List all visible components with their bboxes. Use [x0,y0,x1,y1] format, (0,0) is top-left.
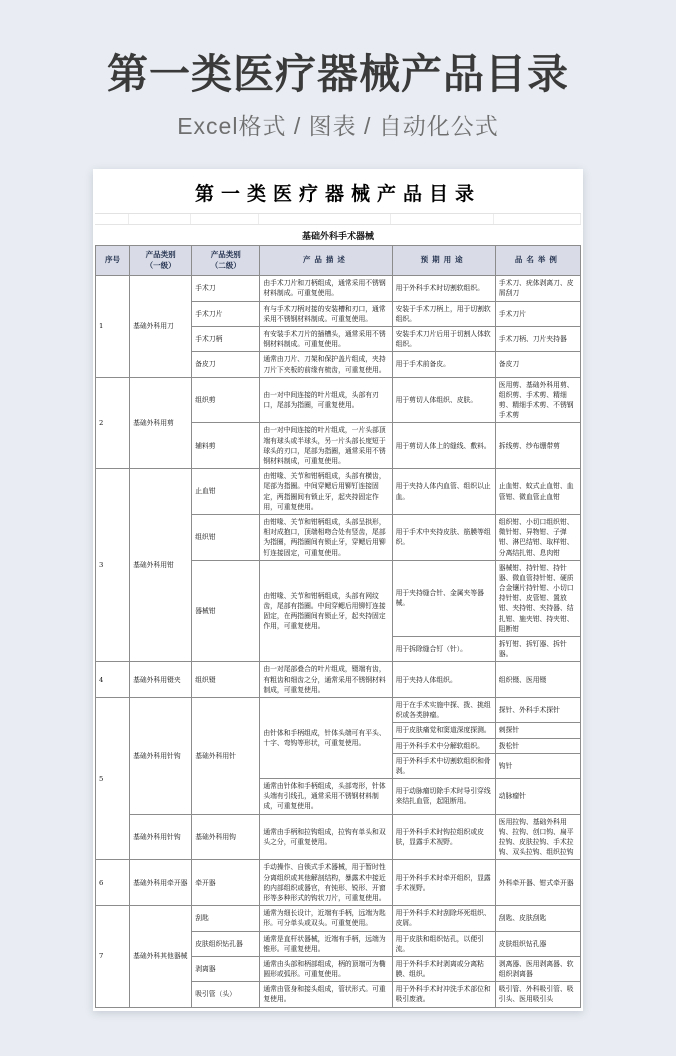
examples: 拆线剪、纱布绷带剪 [495,423,580,469]
product-desc: 由针体和手柄组成，针体头端可有平头、十字、弯钩等形状，可重复使用。 [260,697,392,778]
col-header-desc: 产品描述 [260,246,392,276]
category-1: 基础外科用刀 [130,276,192,378]
table-row [96,906,581,931]
page-subtitle: Excel格式 / 图表 / 自动化公式 [177,113,499,140]
examples: 刺探针 [495,723,580,738]
intended-use: 用于剪切人体组织、皮肤。 [392,377,495,423]
examples: 备皮刀 [495,352,580,377]
intended-use: 用于外科手术时冲洗手术部位和吸引废液。 [392,982,495,1007]
intended-use: 用于外科手术中切割软组织和骨剥。 [392,753,495,778]
product-desc: 通常由头部和柄部组成，柄的顶端可为椭圆形或弧形。可重复使用。 [260,956,392,981]
examples: 动脉瘤针 [495,779,580,815]
examples: 拆钉钳、拆钉器、拆针器。 [495,637,580,662]
catalog-table [95,245,581,1007]
row-no: 7 [96,906,130,1008]
intended-use: 用于外科手术时钩拉组织或皮肤，显露手术视野。 [392,814,495,860]
category-2: 刮匙 [192,906,260,931]
sheet-title: 第一类医疗器械产品目录 [95,171,581,214]
intended-use: 用于在手术实施中探、拨、挑组织或各类肿瘤。 [392,697,495,722]
table-row [96,662,581,698]
col-header-examples: 品名举例 [495,246,580,276]
intended-use: 用于外科手术时刮除坏死组织、皮屑。 [392,906,495,931]
examples: 刮匙、皮肤刮匙 [495,906,580,931]
category-2: 组织钳 [192,514,260,560]
table-row [96,377,581,423]
category-1: 基础外科用镊夹 [130,662,192,698]
col-header-use: 预期用途 [392,246,495,276]
product-desc: 通常由针体和手柄组成，头部弯形，针体头端有引线孔，通常采用不锈钢材料制成，可重复使用。 [260,779,392,815]
row-no: 3 [96,469,130,662]
category-1: 基础外科其他器械 [130,906,192,1008]
category-2: 吸引管（头） [192,982,260,1007]
product-desc: 通常由手柄和拉钩组成，拉钩有单头和双头之分，可重复使用。 [260,814,392,860]
category-2: 备皮刀 [192,352,260,377]
table-row [96,276,581,301]
category-1: 基础外科用钳 [130,469,192,662]
examples: 探针、外科手术探针 [495,697,580,722]
page-title: 第一类医疗器械产品目录 [107,51,569,97]
product-desc: 通常为细长设计，近端有手柄，远端为匙形。可分单头或双头。可重复使用。 [260,906,392,931]
examples: 吸引管、外科吸引管、吸引头、医用吸引头 [495,982,580,1007]
category-1: 基础外科用针钩 [130,697,192,814]
row-no: 5 [96,697,130,859]
product-desc: 通常由管身和接头组成，管状形式。可重复使用。 [260,982,392,1007]
intended-use: 用于皮肤和组织钻孔，以便引流。 [392,931,495,956]
row-no: 2 [96,377,130,469]
row-no: 6 [96,860,130,906]
category-2: 组织镊 [192,662,260,698]
row-no: 4 [96,662,130,698]
category-2: 手术刀柄 [192,326,260,351]
examples: 外科牵开器、钳式牵开器 [495,860,580,906]
category-2: 组织剪 [192,377,260,423]
category-2: 手术刀片 [192,301,260,326]
col-header-cat1: 产品类别 （一级） [130,246,192,276]
product-desc: 有与手术刀柄对接的安装槽和刃口，通常采用不锈钢材料制成。可重复使用。 [260,301,392,326]
intended-use: 用于外科手术时牵开组织，显露手术视野。 [392,860,495,906]
intended-use: 用于剪切人体上的缝线、敷料。 [392,423,495,469]
intended-use: 用于夹持缝合针、金属夹等器械。 [392,560,495,636]
product-desc: 由一对尾部叠合的叶片组成，镊端有齿，有粗齿和细齿之分，通常采用不锈钢材料制成，可重复使用。 [260,662,392,698]
product-desc: 通常由刀片、刀架和保护盖片组成，夹持刀片下夹板的前缘有梳齿，可重复使用。 [260,352,392,377]
intended-use: 用于外科手术时切割软组织。 [392,276,495,301]
table-row [96,469,581,515]
spreadsheet-card [93,169,583,1010]
intended-use: 用于手术前备皮。 [392,352,495,377]
col-header-cat2: 产品类别 （二级） [192,246,260,276]
intended-use: 用于外科手术中分解软组织。 [392,738,495,753]
intended-use: 安装手术刀片后用于切割人体软组织。 [392,326,495,351]
category-2: 基础外科用钩 [192,814,260,860]
intended-use: 安装于手术刀柄上，用于切割软组织。 [392,301,495,326]
intended-use: 用于动脉瘤切除手术时导引穿线来结扎血管，起阻断用。 [392,779,495,815]
product-desc: 通常是直杆状器械，近端有手柄，远端为锥形。可重复使用。 [260,931,392,956]
category-2: 剥离器 [192,956,260,981]
examples: 皮肤组织钻孔器 [495,931,580,956]
grid-spacer-row [95,214,581,225]
examples: 医用拉钩、基础外科用钩、拉钩、创口钩、扁平拉钩、皮肤拉钩、手术拉钩、双头拉钩、组织拉钩 [495,814,580,860]
col-header-no: 序号 [96,246,130,276]
product-desc: 由钳喙、关节和钳柄组成，头部有网纹齿，尾部有指圈。中间穿鳃后用铆钉连接固定，在两指圈间有锁止牙，起夹持固定作用，可重复使用。 [260,560,392,662]
examples: 手术刀柄、刀片夹持器 [495,326,580,351]
category-2: 止血钳 [192,469,260,515]
examples: 拨松针 [495,738,580,753]
product-desc: 由手术刀片和刀柄组成，通常采用不锈钢材料制成。可重复使用。 [260,276,392,301]
header-row [96,246,581,276]
examples: 医用剪、基础外科用剪、组织剪、手术剪、精细剪、精细手术剪、不锈钢手术剪 [495,377,580,423]
category-2: 皮肤组织钻孔器 [192,931,260,956]
category-2: 牵开器 [192,860,260,906]
category-1: 基础外科用针钩 [130,814,192,860]
product-desc: 由一对中间连接的叶片组成，头部有刃口，尾部为指圈，可重复使用。 [260,377,392,423]
intended-use: 用于拆除缝合钉（针）。 [392,637,495,662]
product-desc: 由一对中间连接的叶片组成，一片头部顶端有球头或半球头，另一片头部长度短于球头的刃口，尾部为指圈，通常采用不锈钢材料制成，可重复使用。 [260,423,392,469]
intended-use: 用于手术中夹持皮肤、筋膜等组织。 [392,514,495,560]
intended-use: 用于夹持人体内血管、组织以止血。 [392,469,495,515]
examples: 手术刀片 [495,301,580,326]
category-1: 基础外科用剪 [130,377,192,469]
examples: 剥离器、医用剥离器、软组织剥离器 [495,956,580,981]
category-2: 辅料剪 [192,423,260,469]
section-title: 基础外科手术器械 [301,232,374,243]
product-desc: 由钳喙、关节和钳柄组成，头部有横齿，尾部为指圈。中间穿鳃后用铆钉连接固定，两指圈间有锁止牙，起夹持固定作用，可重复使用。 [260,469,392,515]
product-desc: 有安装手术刀片的插槽头，通常采用不锈钢材料制成。可重复使用。 [260,326,392,351]
examples: 钩针 [495,753,580,778]
category-2: 器械钳 [192,560,260,662]
product-desc: 手动操作、自锁式手术器械，用于暂时性分离组织或其他解剖结构，暴露术中接近的内部组织或器官，有钝形、锐形、开窗形等多种形式的钩状刀片，可重复使用。 [260,860,392,906]
intended-use: 用于外科手术时剥离或分离粘膜、组织。 [392,956,495,981]
category-1: 基础外科用牵开器 [130,860,192,906]
product-desc: 由钳喙、关节和钳柄组成，头部呈拱形，相对成抱口，顶端相吻合处有竖齿，尾部为指圈，两指圈间有锁止牙，穿鳃后用铆钉连接固定，可重复使用。 [260,514,392,560]
examples: 手术刀、疣体剥离刀、皮屑刮刀 [495,276,580,301]
page-header [0,0,676,141]
category-2: 手术刀 [192,276,260,301]
table-row [96,860,581,906]
table-row [96,814,581,860]
examples: 止血钳、蚊式止血钳、血管钳、微血管止血钳 [495,469,580,515]
intended-use: 用于夹持人体组织。 [392,662,495,698]
category-2: 基础外科用针 [192,697,260,814]
examples: 组织镊、医用镊 [495,662,580,698]
intended-use: 用于皮肤痛觉和窦道深度探测。 [392,723,495,738]
examples: 器械钳、持针钳、持针器、微血管持针钳、硬质合金镶片持针钳、小切口持针钳、皮管钳、置放钳、夹持钳、夹持器、结扎钳、施夹钳、持夹钳、阻断钳 [495,560,580,636]
examples: 组织钳、小切口组织钳、微针钳、异物钳、子弹钳、淋巴结钳、取样钳、分离结扎钳、息肉钳 [495,514,580,560]
table-row [96,697,581,722]
row-no: 1 [96,276,130,378]
